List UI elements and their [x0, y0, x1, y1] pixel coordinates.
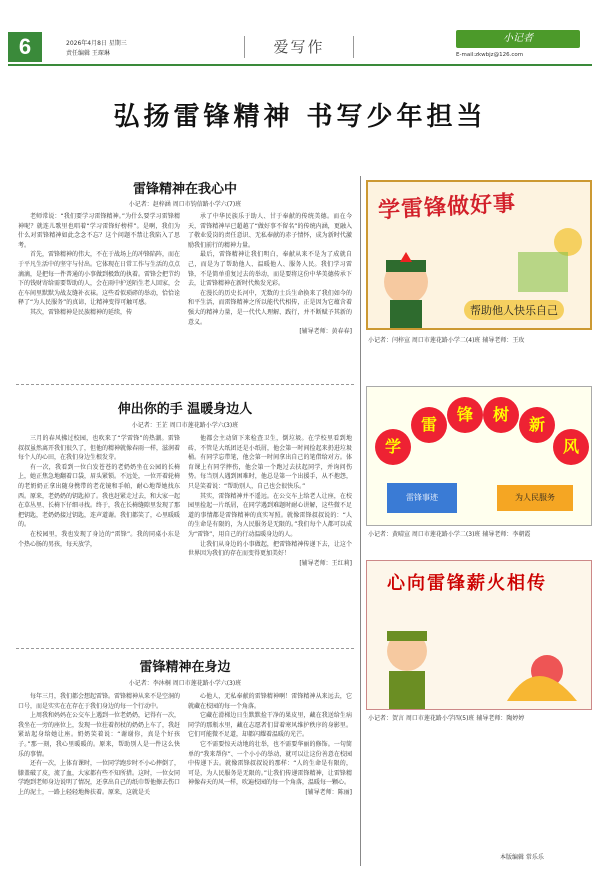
- article-2-advisor: [辅导老师：王红莉]: [299, 559, 352, 567]
- paragraph: 最后，雷锋精神让我们明白，奉献从来不是为了成就自己，而是为了帮助他人、温暖他人、服务人民。我们学习雷锋，不是简单重复过去的举动，而是要将这份中华美德传承下去，让雷锋精神在新时代焕发光彩。: [188, 251, 352, 288]
- poster-1-title: 学雷锋做好事: [377, 191, 517, 224]
- paragraph: 其次，雷锋精神是民族精神的延续，传: [30, 308, 133, 316]
- poster-2-char: 风: [553, 429, 589, 465]
- paragraph: 三月的春风拂过校园，也吹来了“学雷锋”的热潮。雷锋叔叔虽然离开我们很久了，但他的精神就像春雨一样，滋润着每个人的心田，在我们身边生根发芽。: [18, 435, 180, 462]
- article-1-col-2: [188, 212, 352, 372]
- poster-1-banner: 帮助他人快乐自己: [464, 300, 564, 320]
- section-name: 爱写作: [244, 36, 354, 58]
- poster-2-side-panel: 雷锋事迹: [387, 483, 457, 513]
- poster-2-char: 雷: [411, 407, 447, 443]
- article-3-title: 雷锋精神在身边: [139, 660, 231, 675]
- poster-2-char: 学: [375, 429, 411, 465]
- page-title: 弘扬雷锋精神 书写少年担当: [113, 102, 487, 132]
- paragraph: 还有一次，上体育课时，一位同学跑步时不小心摔倒了，膝盖破了皮，流了血，大家都有些不知所措。这时，一位女同学跑到老师身边说明了情况，还拿出自己的纸巾帮他擦去伤口上的泥土，一路上轻轻地搀扶着。原来，这就是关: [18, 760, 180, 796]
- paragraph: 首先，雷锋精神的伟大，不在于战场上的冲锋陷阵，而在于平凡生活中的坚守与付出。它体现在日常工作与生活的点点滴滴，是把每一件普通的小事做到极致的执着。雷锋会把节约下的钱财寄给需要帮助的人，会在雨中护送陌生老人回家，会在车间里默默为战友缝补衣袜。这些看似琐碎的举动，恰恰诠释了“为人民服务”的真谛，让精神变得可触可感。: [18, 251, 180, 307]
- paragraph: 它藏在滑梯边日生默默捡干净的果皮里，藏在我送给生病同学的那瓶水里，藏在志愿者们冒着寒风维护秩序的身影里。它们可能微不足道，却都闪耀着温暖的光芒。: [188, 712, 352, 739]
- article-separator: [16, 648, 354, 649]
- header-rule: [8, 64, 592, 66]
- poster-2-char: 锋: [447, 397, 483, 433]
- article-2-title: 伸出你的手 温暖身边人: [117, 402, 253, 417]
- responsible-editor: 责任编辑 王琛琳: [66, 50, 110, 57]
- article-2-byline: 小记者：王芷 周口市莲花路小学六(3)班: [131, 422, 239, 429]
- issue-date: 2026年4月8日 星期三: [66, 40, 127, 47]
- article-3-col-2: [188, 692, 352, 862]
- paragraph: 承了中华民族乐于助人、甘于奉献的传统美德。而在今天，雷锋精神早已超越了“做好事不留名”的传统内涵，更融入了敬业爱岗的责任意识、无私奉献的赤子情怀，成为新时代激励我们前行的精神力量。: [188, 213, 352, 249]
- paragraph: 在校园里，我也发现了身边的“雷锋”。我的同桌小东是个热心肠的男孩，每天放学，: [18, 530, 180, 548]
- paragraph: 心他人，无私奉献的雷锋精神啊！雷锋精神从来远去，它就藏在校园的每一个角落。: [188, 693, 352, 710]
- poster-2-char: 树: [483, 397, 519, 433]
- poster-2-caption: 小记者：黄晴宣 周口市莲花路小学二(3)班 辅导老师：李朝霞: [368, 531, 531, 538]
- paragraph: 老师常说：“我们要学习雷锋精神。”为什么要学习雷锋精神呢？就连儿歌里也唱着“学习雷锋好榜样”。是啊，我们为什么对雷锋精神如此念念不忘？这个问题不禁让我陷入了思考。: [18, 213, 180, 249]
- poster-1-caption: 小记者：闫梓宣 周口市莲花路小学二(4)班 辅导老师：王玫: [368, 337, 525, 344]
- brand-logo: 小记者: [456, 30, 580, 48]
- poster-1-image: [366, 180, 592, 330]
- article-2-col-1: [18, 434, 180, 644]
- paragraph: 在漫长的历史长河中，无数的士兵生命换来了我们如今的和平生活，而雷锋精神之所以能代代相传，正是因为它蕴含着强大的精神力量，是一代代人理解、践行，并不断赋予其新的意义。: [188, 289, 352, 326]
- article-3-advisor: [辅导老师：陈丽]: [305, 788, 352, 796]
- poster-2-side-panel: 为人民服务: [497, 485, 573, 511]
- poster-3-caption: 小记者：贺言 周口市莲花路小学四(5)班 辅导老师：陶婷婷: [368, 715, 525, 722]
- page-editor-credit: 本版编辑 常乐乐: [500, 854, 544, 861]
- article-1-col-1: [18, 212, 180, 372]
- article-3-col-1: [18, 692, 180, 862]
- article-1-advisor: [辅导老师：黄春春]: [299, 328, 352, 336]
- article-2-col-2: [188, 434, 352, 644]
- paragraph: 有一次，我看到一位白发苍苍的老奶奶坐在公园的长椅上，她正焦急地翻着口袋，眉头紧锁。不远处，一位开着轮椅的老奶奶正拿出随身携带的老花镜和手帕，耐心地帮她找东西。原来，老奶奶的钥匙掉了。我也赶紧走过去，和大家一起在草丛里、长椅下仔细寻找。终于，我在长椅缝隙里发现了那把钥匙，老奶奶接过钥匙，连声道谢。我们都笑了，心里暖暖的。: [18, 463, 180, 529]
- paragraph: 上周我和妈妈在公交车上遇到一位老奶奶，记得有一次，我坐在一旁的座位上，发现一位拄着拐杖的奶奶上车了，我赶紧站起身给她让座。奶奶笑着说：“谢谢你，真是个好孩子。”那一刻，我心里暖暖的。原来，帮助别人是一件这么快乐的事情。: [18, 712, 180, 758]
- paragraph: 其实，雷锋精神并不遥远。在公交车上给老人让座，在校园里捡起一片纸屑，在同学遇到难题时耐心讲解，这些微不足道的事情都是雷锋精神的真实写照。就像雷锋叔叔说的：“人的生命是有限的，为人民服务是无限的。”我们每个人都可以成为“雷锋”，用自己的行动温暖身边的人。: [188, 492, 352, 538]
- poster-3-title: 心向雷锋薪火相传: [387, 573, 547, 594]
- poster-2-image: [366, 386, 592, 526]
- page-header: [0, 0, 600, 66]
- page-number: 6: [8, 32, 42, 62]
- paragraph: 每年三月，我们都会想起雷锋。雷锋精神从来不是空洞的口号，而是实实在在存在于我们身边的每一个行动中。: [18, 693, 180, 710]
- column-divider: [360, 176, 361, 866]
- paragraph: 它不需要惊天动地的壮举，也不需要华丽的修饰。一句简单的“我来帮你”、一个小小的举动，就可以让这份善意在校园中传递下去。就像雷锋叔叔说的那样：“人的生命是有限的，可是，为人民服务是无限的。”让我们传递雷锋精神，让雷锋精神像春天的风一样，吹遍校园的每一个角落，温暖每一颗心。: [188, 740, 352, 787]
- article-3-byline: 小记者：李沐桐 周口市莲花路小学六(3)班: [128, 680, 242, 687]
- poster-2-char: 新: [519, 407, 555, 443]
- poster-3-image: [366, 560, 592, 710]
- paragraph: 他都会主动留下来检查卫生，倒垃圾。在学校里看到地砖，不管是大纸团还是小纸屑，他会第一时间捡起来扔进垃圾桶。有同学忘带笔，他会第一时间拿出自己的笔借给对方。体育课上有同学摔伤，他会第一个跑过去扶起同学，并询问伤势。每当别人遇到困难时，他总是第一个出援手，从不抱怨，只是笑着说：“帮助别人，自己也会很快乐。”: [188, 435, 352, 490]
- paragraph: 让我们从身边的小事做起，把雷锋精神传递下去，让这个世界因为我们的存在而变得更加美好！: [188, 540, 352, 558]
- article-1-title: 雷锋精神在我心中: [132, 182, 237, 197]
- article-separator: [16, 384, 354, 385]
- article-1-byline: 小记者：赵梓涵 周口市钧信路小学六(7)班: [128, 201, 242, 208]
- contact-email: E-mail:zkwbjz@126.com: [456, 52, 524, 58]
